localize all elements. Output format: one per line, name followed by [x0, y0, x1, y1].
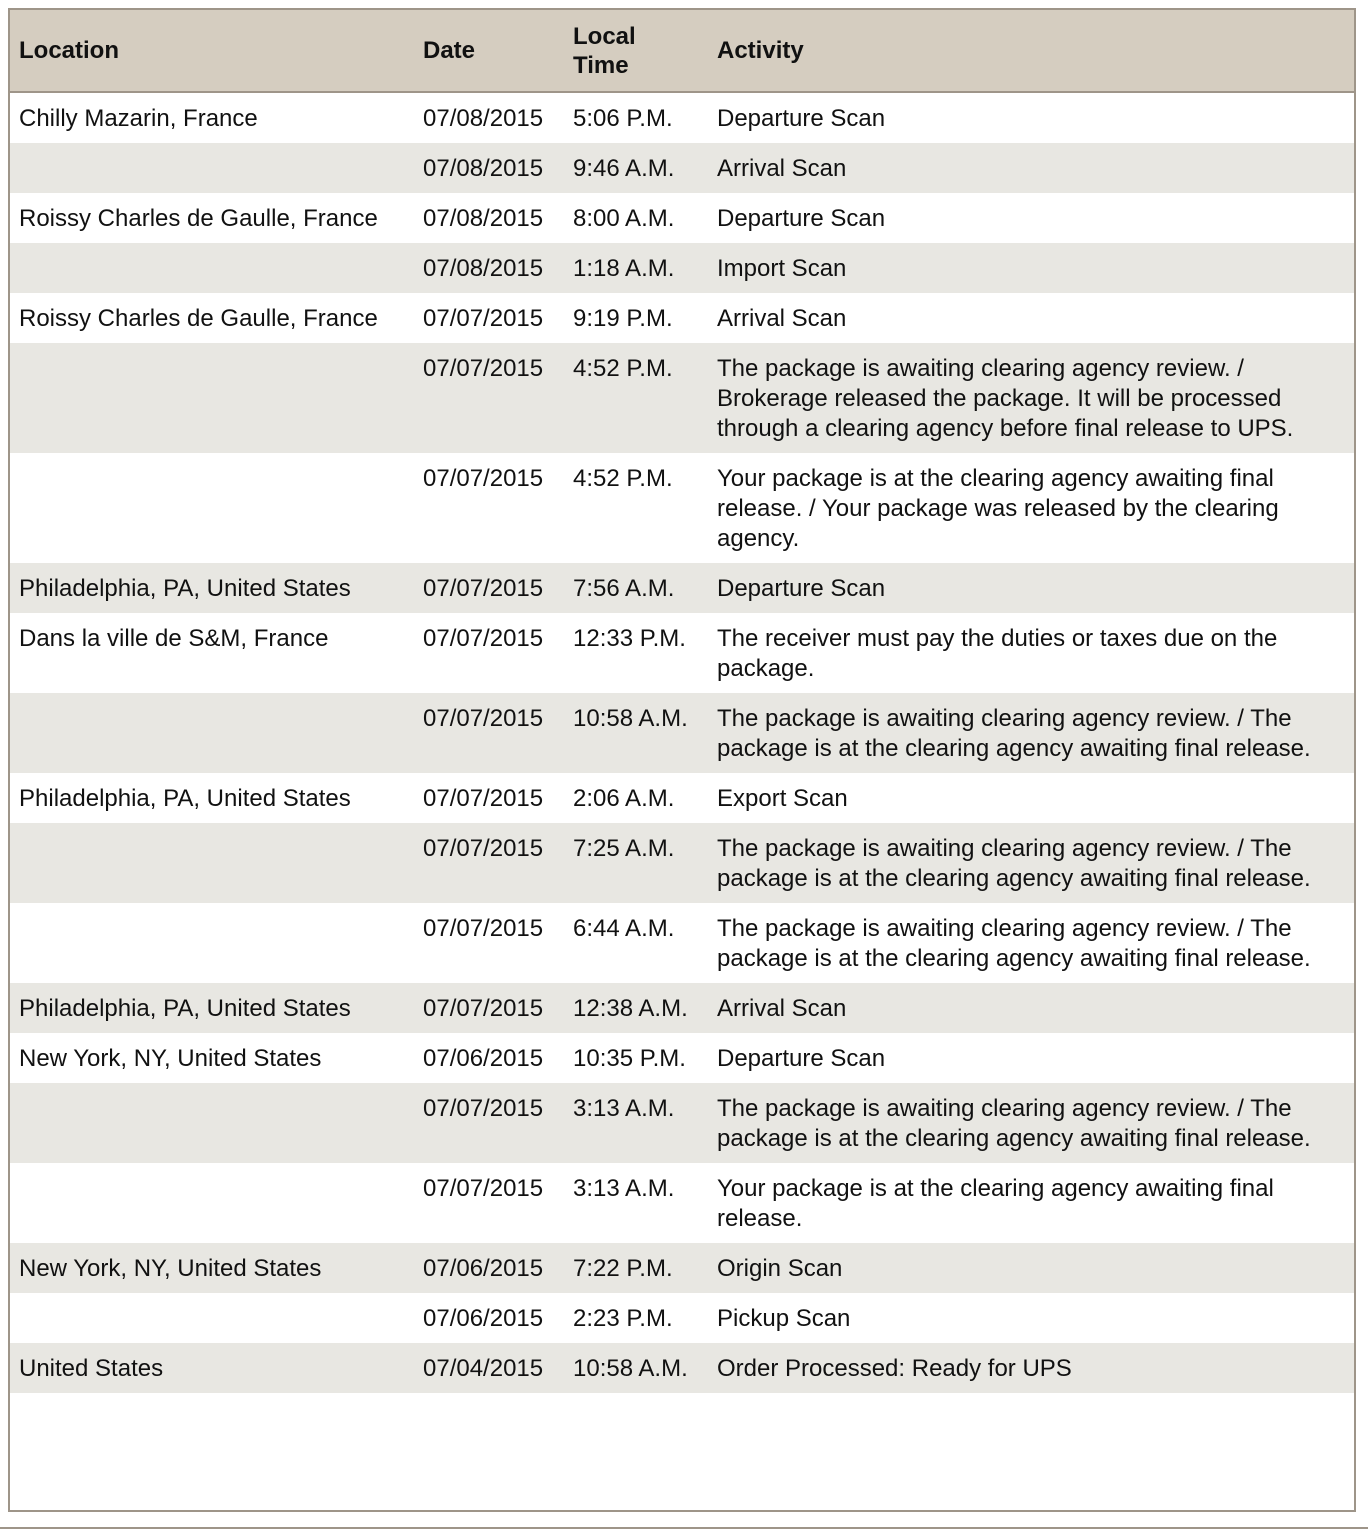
cell-location: Roissy Charles de Gaulle, France	[19, 205, 378, 232]
table-row	[10, 613, 1354, 693]
cell-activity: The receiver must pay the duties or taxes due on the package.	[717, 625, 1278, 682]
header-activity: Activity	[717, 37, 804, 64]
cell-activity: Arrival Scan	[717, 305, 847, 332]
cell-location	[10, 143, 414, 193]
cell-local-time: 7:25 A.M.	[573, 835, 675, 862]
header-local-time-line1: Local	[573, 22, 636, 50]
cell-local-time: 3:13 A.M.	[573, 1175, 675, 1202]
table-row	[10, 293, 1354, 343]
cell-activity: Departure Scan	[717, 205, 886, 232]
cell-date: 07/06/2015	[423, 1305, 544, 1332]
cell-date: 07/07/2015	[423, 305, 544, 332]
cell-local-time: 9:19 P.M.	[573, 305, 673, 332]
cell-activity: Export Scan	[717, 785, 848, 812]
cell-local-time: 10:35 P.M.	[573, 1045, 686, 1072]
cell-date: 07/06/2015	[423, 1255, 544, 1282]
cell-date: 07/07/2015	[423, 355, 544, 382]
table-row	[10, 1243, 1354, 1293]
cell-location: United States	[19, 1355, 164, 1382]
table-row	[10, 193, 1354, 243]
cell-date: 07/07/2015	[423, 465, 544, 492]
cell-activity: Arrival Scan	[717, 995, 847, 1022]
table-row	[10, 343, 1354, 453]
cell-activity: Order Processed: Ready for UPS	[717, 1355, 1072, 1382]
header-local-time-line2: Time	[573, 51, 629, 79]
cell-activity: Your package is at the clearing agency awaiting final release. / Your package was released by the clearing agency.	[717, 465, 1279, 552]
table-row	[10, 1163, 1354, 1243]
table-row	[10, 243, 1354, 293]
cell-date: 07/08/2015	[423, 155, 544, 182]
header-location: Location	[19, 37, 119, 64]
table-row	[10, 1293, 1354, 1343]
cell-date: 07/07/2015	[423, 1095, 544, 1122]
table-row	[10, 92, 1354, 143]
cell-activity: Arrival Scan	[717, 155, 847, 182]
cell-location	[10, 693, 414, 773]
table-row	[10, 1033, 1354, 1083]
table-row	[10, 693, 1354, 773]
cell-local-time: 7:56 A.M.	[573, 575, 675, 602]
cell-activity: Departure Scan	[717, 575, 886, 602]
cell-activity: Departure Scan	[717, 105, 886, 132]
cell-date: 07/08/2015	[423, 255, 544, 282]
shipment-progress-table-container	[8, 8, 1356, 1512]
cell-location	[10, 453, 414, 563]
header-date: Date	[423, 37, 476, 64]
table-row	[10, 903, 1354, 983]
cell-date: 07/07/2015	[423, 705, 544, 732]
cell-date: 07/08/2015	[423, 205, 544, 232]
cell-local-time: 4:52 P.M.	[573, 465, 673, 492]
cell-local-time: 1:18 A.M.	[573, 255, 675, 282]
cell-local-time: 8:00 A.M.	[573, 205, 675, 232]
cell-activity: The package is awaiting clearing agency review. / The package is at the clearing agency awaiting final release.	[717, 1095, 1311, 1152]
cell-location: Philadelphia, PA, United States	[19, 785, 351, 812]
cell-location: Philadelphia, PA, United States	[19, 575, 351, 602]
cell-activity: Departure Scan	[717, 1045, 886, 1072]
cell-local-time: 7:22 P.M.	[573, 1255, 673, 1282]
table-row	[10, 1343, 1354, 1393]
cell-date: 07/06/2015	[423, 1045, 544, 1072]
cell-local-time: 4:52 P.M.	[573, 355, 673, 382]
cell-location	[10, 823, 414, 903]
page-bottom-rule	[0, 1527, 1368, 1529]
cell-local-time: 9:46 A.M.	[573, 155, 675, 182]
table-row	[10, 453, 1354, 563]
cell-location: Philadelphia, PA, United States	[19, 995, 351, 1022]
cell-location	[10, 1163, 414, 1243]
cell-activity: The package is awaiting clearing agency review. / Brokerage released the package. It will be processed through a clearing agency before final release to UPS.	[717, 355, 1294, 442]
cell-date: 07/07/2015	[423, 625, 544, 652]
cell-local-time: 10:58 A.M.	[573, 705, 688, 732]
cell-activity: Pickup Scan	[717, 1305, 851, 1332]
cell-date: 07/08/2015	[423, 105, 544, 132]
cell-local-time: 12:38 A.M.	[573, 995, 688, 1022]
cell-date: 07/07/2015	[423, 785, 544, 812]
header-local-time	[564, 10, 708, 92]
cell-location: Dans la ville de S&M, France	[19, 625, 329, 652]
cell-location	[10, 1083, 414, 1163]
table-row	[10, 823, 1354, 903]
cell-location	[10, 243, 414, 293]
cell-activity: The package is awaiting clearing agency review. / The package is at the clearing agency awaiting final release.	[717, 705, 1311, 762]
cell-date: 07/07/2015	[423, 915, 544, 942]
table-row	[10, 563, 1354, 613]
cell-activity: Import Scan	[717, 255, 847, 282]
table-row	[10, 983, 1354, 1033]
cell-date: 07/07/2015	[423, 1175, 544, 1202]
cell-date: 07/04/2015	[423, 1355, 544, 1382]
table-row	[10, 773, 1354, 823]
table-row	[10, 1083, 1354, 1163]
cell-location	[10, 903, 414, 983]
cell-location	[10, 343, 414, 453]
cell-local-time: 2:06 A.M.	[573, 785, 675, 812]
cell-location: New York, NY, United States	[19, 1045, 322, 1072]
cell-location: Roissy Charles de Gaulle, France	[19, 305, 378, 332]
cell-local-time: 2:23 P.M.	[573, 1305, 673, 1332]
cell-date: 07/07/2015	[423, 835, 544, 862]
cell-activity: Your package is at the clearing agency awaiting final release.	[717, 1175, 1274, 1232]
cell-local-time: 12:33 P.M.	[573, 625, 686, 652]
cell-date: 07/07/2015	[423, 575, 544, 602]
cell-location	[10, 1293, 414, 1343]
shipment-progress-table	[10, 10, 1354, 1393]
cell-local-time: 6:44 A.M.	[573, 915, 675, 942]
cell-activity: The package is awaiting clearing agency review. / The package is at the clearing agency awaiting final release.	[717, 915, 1311, 972]
cell-date: 07/07/2015	[423, 995, 544, 1022]
table-header-row	[10, 10, 1354, 92]
cell-location: Chilly Mazarin, France	[19, 105, 258, 132]
cell-local-time: 5:06 P.M.	[573, 105, 673, 132]
cell-location: New York, NY, United States	[19, 1255, 322, 1282]
cell-activity: The package is awaiting clearing agency review. / The package is at the clearing agency awaiting final release.	[717, 835, 1311, 892]
table-row	[10, 143, 1354, 193]
cell-activity: Origin Scan	[717, 1255, 843, 1282]
cell-local-time: 3:13 A.M.	[573, 1095, 675, 1122]
cell-local-time: 10:58 A.M.	[573, 1355, 688, 1382]
